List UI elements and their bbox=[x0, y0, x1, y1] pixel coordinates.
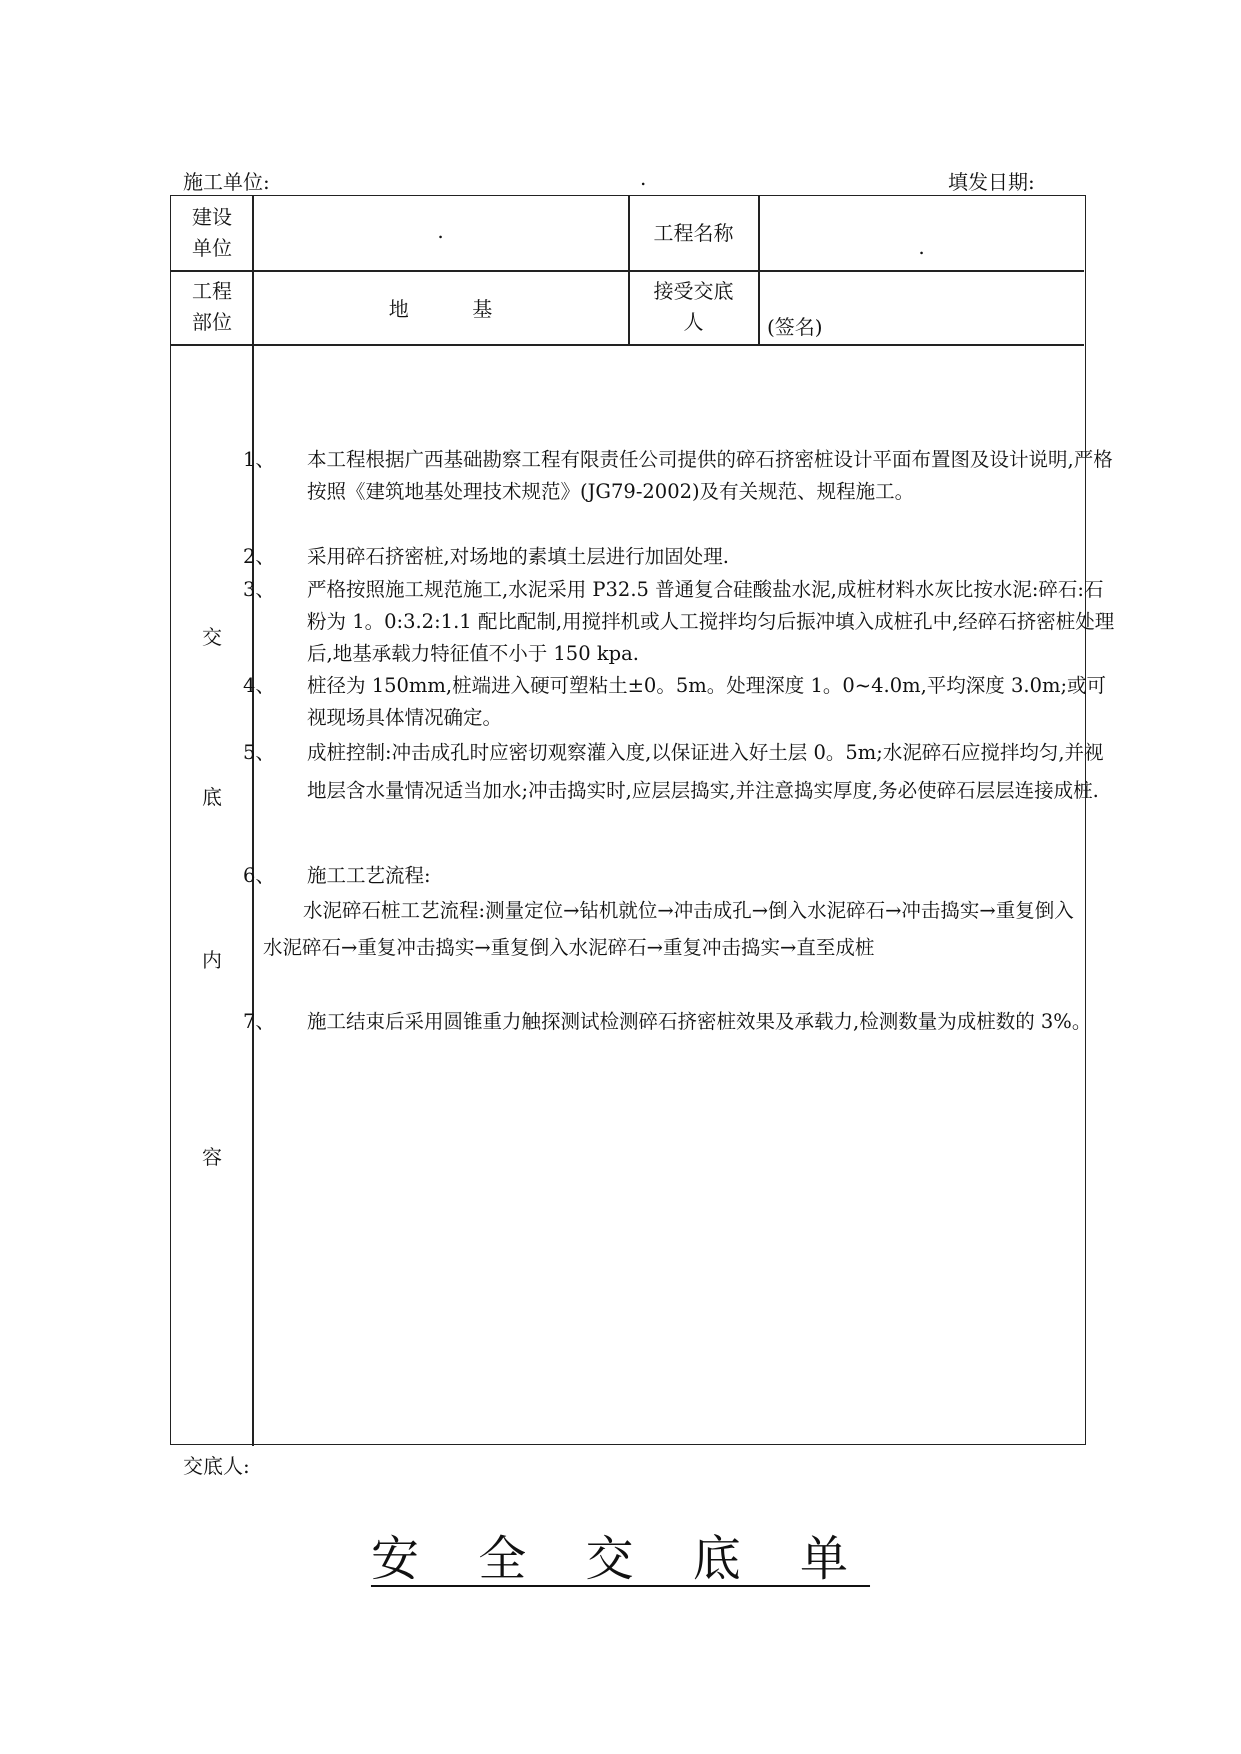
presenter-label: 交底人: bbox=[183, 1454, 250, 1478]
col-divider-1 bbox=[252, 196, 254, 1446]
safety-handover-title bbox=[0, 1520, 1241, 1589]
item-number: 4、 bbox=[243, 674, 275, 697]
item-number: 1、 bbox=[243, 448, 275, 471]
list-item bbox=[243, 1006, 1115, 1038]
item-number: 2、 bbox=[243, 545, 275, 568]
item-text: 成桩控制:冲击成孔时应密切观察灌入度,以保证进入好土层 0。5m;水泥碎石应搅拌均匀,并视地层含水量情况适当加水;冲击捣实时,应层层捣实,并注意捣实厚度,务必使碎石层层连接成桩. bbox=[307, 741, 1104, 802]
safety-handover-title-text: 安 全 交 底 单 bbox=[370, 1531, 871, 1587]
item-number: 7、 bbox=[243, 1010, 275, 1033]
construction-owner-label: 建设 单位 bbox=[192, 205, 232, 260]
item-text: 本工程根据广西基础勘察工程有限责任公司提供的碎石挤密桩设计平面布置图及设计说明,严格按照《建筑地基处理技术规范》(JG79-2002)及有关规范、规程施工。 bbox=[307, 448, 1113, 503]
item-text: 水泥碎石桩工艺流程:测量定位→钻机就位→冲击成孔→倒入水泥碎石→冲击捣实→重复倒入水泥碎石→重复冲击捣实→重复倒入水泥碎石→重复冲击捣实→直至成桩 bbox=[263, 899, 1074, 959]
list-item bbox=[243, 734, 1115, 810]
item-text: 施工结束后采用圆锥重力触探测试检测碎石挤密桩效果及承载力,检测数量为成桩数的 3%。 bbox=[307, 1010, 1092, 1033]
list-item bbox=[243, 860, 1115, 892]
item-number: 5、 bbox=[243, 741, 275, 764]
list-item bbox=[243, 541, 1115, 573]
list-item bbox=[263, 892, 1083, 966]
item-text: 桩径为 150mm,桩端进入硬可塑粘土±0。5m。处理深度 1。0~4.0m,平均深度 3.0m;或可视现场具体情况确定。 bbox=[307, 674, 1107, 729]
item-text: 施工工艺流程: bbox=[307, 864, 431, 887]
list-item bbox=[243, 670, 1115, 734]
side-label-char-4: 容 bbox=[202, 1145, 222, 1169]
item-number: 3、 bbox=[243, 578, 275, 601]
item-number: 6、 bbox=[243, 864, 275, 887]
row-divider-1 bbox=[171, 270, 1084, 272]
side-label-char-1: 交 bbox=[202, 625, 222, 649]
list-item bbox=[243, 444, 1115, 508]
construction-owner-value: . bbox=[437, 219, 444, 243]
recipient-signature: (签名) bbox=[767, 315, 823, 339]
side-label-char-2: 底 bbox=[202, 785, 222, 809]
issue-date-label: 填发日期: bbox=[948, 170, 1035, 194]
list-item bbox=[243, 574, 1115, 670]
handover-table bbox=[170, 195, 1115, 1445]
project-part-value: 地 基 bbox=[388, 297, 493, 321]
header-dot: . bbox=[640, 166, 647, 190]
project-part-label: 工程 部位 bbox=[192, 279, 232, 334]
row-divider-2 bbox=[171, 344, 1084, 346]
project-name-label: 工程名称 bbox=[653, 221, 734, 245]
item-text: 严格按照施工规范施工,水泥采用 P32.5 普通复合硅酸盐水泥,成桩材料水灰比按水泥:碎石:石粉为 1。0:3.2:1.1 配比配制,用搅拌机或人工搅拌均匀后振冲填入成桩孔中,经碎石挤密桩处理后,地基承载力特征值不小于 150 kpa. bbox=[307, 578, 1115, 665]
recipient-label: 接受交底 人 bbox=[653, 279, 734, 334]
project-name-value: . bbox=[918, 235, 925, 259]
item-text: 采用碎石挤密桩,对场地的素填土层进行加固处理. bbox=[307, 545, 729, 568]
construction-unit-label: 施工单位: bbox=[183, 170, 270, 194]
side-label-char-3: 内 bbox=[202, 948, 222, 972]
